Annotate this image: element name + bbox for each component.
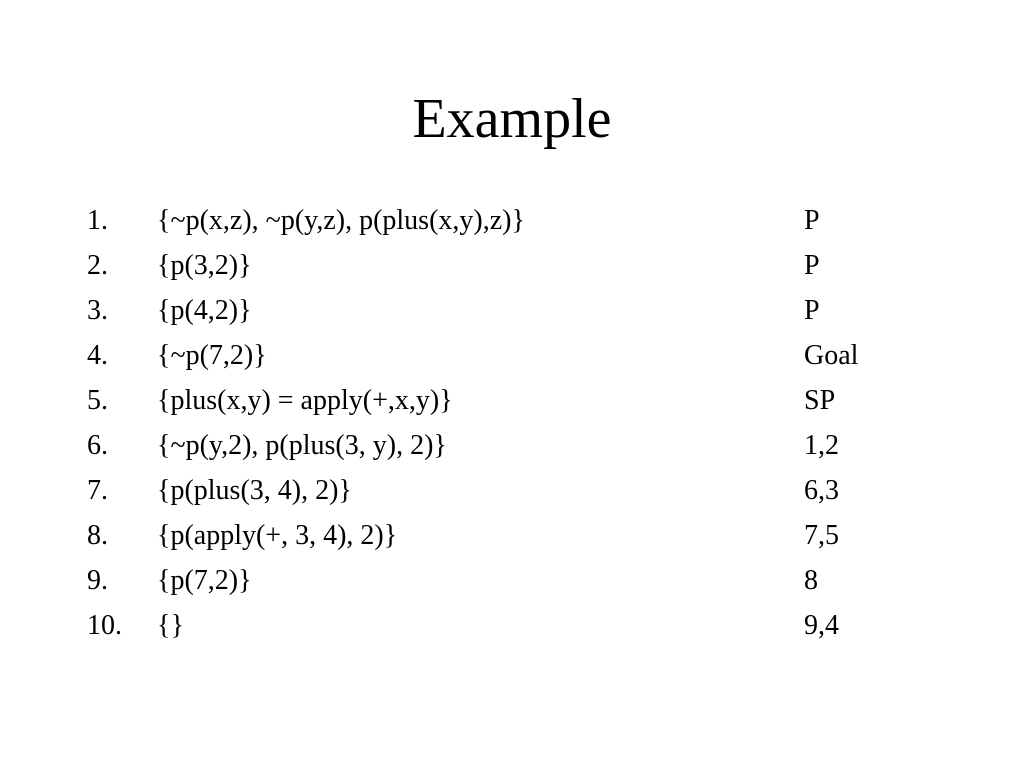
list-item [0,378,1024,423]
step-clause: {~p(x,z), ~p(y,z), p(plus(x,y),z)} [157,205,525,236]
step-source: P [804,250,820,281]
step-number: 6. [87,430,108,461]
list-item [0,468,1024,513]
step-clause: {p(3,2)} [157,250,252,281]
resolution-steps-list [0,198,1024,648]
list-item [0,558,1024,603]
list-item [0,603,1024,648]
step-number: 2. [87,250,108,281]
slide-title: Example [412,88,612,150]
step-number: 4. [87,340,108,371]
step-clause: {~p(7,2)} [157,340,267,371]
step-number: 9. [87,565,108,596]
step-number: 1. [87,205,108,236]
step-clause: {p(4,2)} [157,295,252,326]
step-source: 8 [804,565,818,596]
step-number: 3. [87,295,108,326]
step-clause: {~p(y,2), p(plus(3, y), 2)} [157,430,447,461]
step-source: 1,2 [804,430,839,461]
step-source: Goal [804,340,859,371]
step-source: 6,3 [804,475,839,506]
list-item [0,513,1024,558]
step-clause: {p(7,2)} [157,565,252,596]
list-item [0,198,1024,243]
step-source: 9,4 [804,610,839,641]
step-source: P [804,205,820,236]
step-clause: {p(plus(3, 4), 2)} [157,475,352,506]
step-source: 7,5 [804,520,839,551]
list-item [0,333,1024,378]
step-clause: {p(apply(+, 3, 4), 2)} [157,520,398,551]
list-item [0,423,1024,468]
step-number: 5. [87,385,108,416]
step-number: 7. [87,475,108,506]
step-clause: {} [157,610,184,641]
step-source: SP [804,385,836,416]
step-number: 10. [87,610,122,641]
step-number: 8. [87,520,108,551]
step-source: P [804,295,820,326]
step-clause: {plus(x,y) = apply(+,x,y)} [157,385,453,416]
list-item [0,288,1024,333]
list-item [0,243,1024,288]
